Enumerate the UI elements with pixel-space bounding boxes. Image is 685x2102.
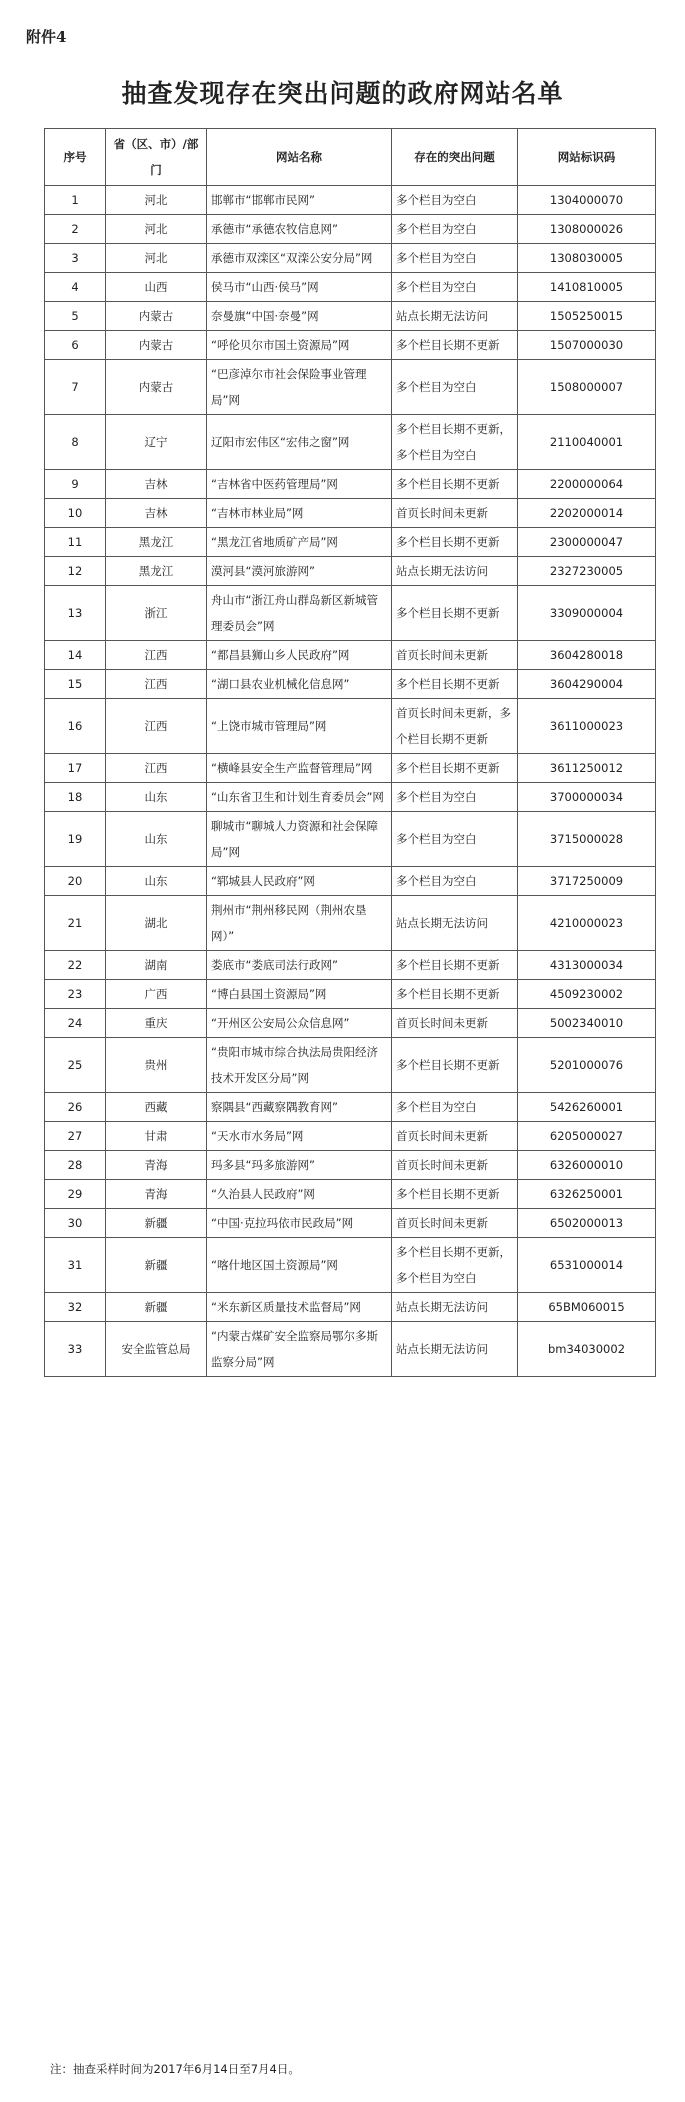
- cell-index: 13: [45, 586, 106, 641]
- cell-site-code: 2300000047: [518, 528, 656, 557]
- table-row: [45, 470, 656, 499]
- table-row: [45, 273, 656, 302]
- cell-index: 12: [45, 557, 106, 586]
- table-row: [45, 528, 656, 557]
- cell-province: 山东: [106, 812, 207, 867]
- cell-index: 29: [45, 1180, 106, 1209]
- cell-issue: 多个栏目为空白: [392, 273, 518, 302]
- cell-site-code: 5201000076: [518, 1038, 656, 1093]
- cell-site-code: 6326250001: [518, 1180, 656, 1209]
- cell-site-name: “湖口县农业机械化信息网”: [207, 670, 392, 699]
- cell-site-name: “天水市水务局”网: [207, 1122, 392, 1151]
- cell-site-code: 1505250015: [518, 302, 656, 331]
- cell-index: 3: [45, 244, 106, 273]
- cell-site-name: 邯郸市“邯郸市民网”: [207, 186, 392, 215]
- cell-site-code: 5002340010: [518, 1009, 656, 1038]
- cell-issue: 多个栏目长期不更新: [392, 951, 518, 980]
- cell-site-name: “郓城县人民政府”网: [207, 867, 392, 896]
- cell-issue: 多个栏目长期不更新: [392, 470, 518, 499]
- table-row: [45, 302, 656, 331]
- cell-province: 山西: [106, 273, 207, 302]
- cell-site-code: 3611000023: [518, 699, 656, 754]
- cell-issue: 多个栏目长期不更新: [392, 754, 518, 783]
- cell-issue: 多个栏目为空白: [392, 1093, 518, 1122]
- cell-province: 黑龙江: [106, 528, 207, 557]
- cell-site-code: 3700000034: [518, 783, 656, 812]
- cell-province: 黑龙江: [106, 557, 207, 586]
- table-header-row: [45, 129, 656, 186]
- cell-index: 16: [45, 699, 106, 754]
- cell-issue: 站点长期无法访问: [392, 1322, 518, 1377]
- cell-index: 24: [45, 1009, 106, 1038]
- cell-index: 22: [45, 951, 106, 980]
- cell-index: 14: [45, 641, 106, 670]
- cell-province: 青海: [106, 1151, 207, 1180]
- table-row: [45, 1293, 656, 1322]
- attachment-label: 附件4: [26, 28, 67, 46]
- cell-index: 2: [45, 215, 106, 244]
- cell-issue: 多个栏目长期不更新: [392, 1038, 518, 1093]
- cell-issue: 首页长时间未更新: [392, 1009, 518, 1038]
- cell-index: 7: [45, 360, 106, 415]
- cell-issue: 多个栏目长期不更新: [392, 980, 518, 1009]
- cell-site-code: 2327230005: [518, 557, 656, 586]
- cell-site-name: 玛多县“玛多旅游网”: [207, 1151, 392, 1180]
- cell-site-code: 5426260001: [518, 1093, 656, 1122]
- cell-site-name: “吉林市林业局”网: [207, 499, 392, 528]
- cell-index: 5: [45, 302, 106, 331]
- cell-site-code: 1308000026: [518, 215, 656, 244]
- cell-index: 20: [45, 867, 106, 896]
- cell-index: 18: [45, 783, 106, 812]
- cell-province: 河北: [106, 215, 207, 244]
- cell-site-name: “中国·克拉玛依市民政局”网: [207, 1209, 392, 1238]
- table-row: [45, 186, 656, 215]
- cell-province: 江西: [106, 641, 207, 670]
- cell-site-code: 4210000023: [518, 896, 656, 951]
- cell-site-code: 65BM060015: [518, 1293, 656, 1322]
- cell-issue: 首页长时间未更新: [392, 499, 518, 528]
- table-row: [45, 1180, 656, 1209]
- cell-site-name: 承德市双滦区“双滦公安分局”网: [207, 244, 392, 273]
- table-row: [45, 867, 656, 896]
- cell-site-code: 1304000070: [518, 186, 656, 215]
- table-row: [45, 670, 656, 699]
- table-row: [45, 783, 656, 812]
- cell-issue: 多个栏目长期不更新，多个栏目为空白: [392, 415, 518, 470]
- cell-province: 新疆: [106, 1209, 207, 1238]
- cell-province: 山东: [106, 867, 207, 896]
- cell-site-code: 6531000014: [518, 1238, 656, 1293]
- cell-province: 湖南: [106, 951, 207, 980]
- table-row: [45, 812, 656, 867]
- cell-site-code: 3604290004: [518, 670, 656, 699]
- cell-site-code: bm34030002: [518, 1322, 656, 1377]
- cell-site-name: 奈曼旗“中国·奈曼”网: [207, 302, 392, 331]
- cell-site-code: 3604280018: [518, 641, 656, 670]
- cell-issue: 多个栏目长期不更新: [392, 670, 518, 699]
- cell-issue: 首页长时间未更新: [392, 641, 518, 670]
- header-index: 序号: [45, 129, 106, 186]
- cell-site-name: “横峰县安全生产监督管理局”网: [207, 754, 392, 783]
- cell-site-name: 聊城市“聊城人力资源和社会保障局”网: [207, 812, 392, 867]
- cell-site-name: 舟山市“浙江舟山群岛新区新城管理委员会”网: [207, 586, 392, 641]
- cell-site-code: 1410810005: [518, 273, 656, 302]
- cell-index: 21: [45, 896, 106, 951]
- cell-province: 浙江: [106, 586, 207, 641]
- cell-issue: 多个栏目长期不更新: [392, 331, 518, 360]
- table-row: [45, 415, 656, 470]
- header-site-name: 网站名称: [207, 129, 392, 186]
- cell-issue: 多个栏目长期不更新: [392, 1180, 518, 1209]
- header-issue: 存在的突出问题: [392, 129, 518, 186]
- cell-site-code: 3717250009: [518, 867, 656, 896]
- table-row: [45, 1038, 656, 1093]
- cell-site-name: “都昌县狮山乡人民政府”网: [207, 641, 392, 670]
- cell-site-name: 荆州市“荆州移民网（荆州农垦网）”: [207, 896, 392, 951]
- table-row: [45, 951, 656, 980]
- cell-site-name: “喀什地区国土资源局”网: [207, 1238, 392, 1293]
- cell-site-name: “贵阳市城市综合执法局贵阳经济技术开发区分局”网: [207, 1038, 392, 1093]
- cell-site-code: 6502000013: [518, 1209, 656, 1238]
- table-row: [45, 896, 656, 951]
- cell-site-name: 察隅县“西藏察隅教育网”: [207, 1093, 392, 1122]
- cell-site-name: “久治县人民政府”网: [207, 1180, 392, 1209]
- cell-site-code: 1308030005: [518, 244, 656, 273]
- cell-province: 甘肃: [106, 1122, 207, 1151]
- cell-site-code: 2110040001: [518, 415, 656, 470]
- cell-province: 内蒙古: [106, 360, 207, 415]
- page-title: 抽查发现存在突出问题的政府网站名单: [121, 79, 564, 108]
- header-site-code: 网站标识码: [518, 129, 656, 186]
- cell-site-code: 3611250012: [518, 754, 656, 783]
- cell-index: 9: [45, 470, 106, 499]
- cell-site-code: 2200000064: [518, 470, 656, 499]
- cell-issue: 首页长时间未更新: [392, 1209, 518, 1238]
- table-row: [45, 1209, 656, 1238]
- cell-province: 贵州: [106, 1038, 207, 1093]
- table-row: [45, 1151, 656, 1180]
- cell-issue: 多个栏目长期不更新: [392, 528, 518, 557]
- cell-index: 26: [45, 1093, 106, 1122]
- cell-index: 10: [45, 499, 106, 528]
- cell-site-code: 6326000010: [518, 1151, 656, 1180]
- cell-site-name: “黑龙江省地质矿产局”网: [207, 528, 392, 557]
- cell-index: 6: [45, 331, 106, 360]
- cell-province: 西藏: [106, 1093, 207, 1122]
- table-row: [45, 699, 656, 754]
- table-row: [45, 331, 656, 360]
- table-row: [45, 586, 656, 641]
- table-row: [45, 1238, 656, 1293]
- table-row: [45, 1093, 656, 1122]
- cell-index: 23: [45, 980, 106, 1009]
- cell-site-name: “开州区公安局公众信息网”: [207, 1009, 392, 1038]
- cell-issue: 站点长期无法访问: [392, 302, 518, 331]
- cell-issue: 多个栏目为空白: [392, 244, 518, 273]
- cell-index: 17: [45, 754, 106, 783]
- cell-site-code: 1507000030: [518, 331, 656, 360]
- table-row: [45, 557, 656, 586]
- cell-index: 33: [45, 1322, 106, 1377]
- table-body: [45, 186, 656, 1377]
- cell-province: 吉林: [106, 499, 207, 528]
- cell-issue: 首页长时间未更新: [392, 1151, 518, 1180]
- cell-province: 内蒙古: [106, 331, 207, 360]
- cell-index: 4: [45, 273, 106, 302]
- cell-site-name: “巴彦淖尔市社会保险事业管理局”网: [207, 360, 392, 415]
- cell-index: 30: [45, 1209, 106, 1238]
- cell-province: 广西: [106, 980, 207, 1009]
- cell-issue: 站点长期无法访问: [392, 557, 518, 586]
- cell-issue: 多个栏目为空白: [392, 783, 518, 812]
- cell-province: 重庆: [106, 1009, 207, 1038]
- cell-province: 辽宁: [106, 415, 207, 470]
- table-row: [45, 360, 656, 415]
- table-row: [45, 980, 656, 1009]
- cell-issue: 多个栏目长期不更新: [392, 586, 518, 641]
- cell-issue: 站点长期无法访问: [392, 896, 518, 951]
- cell-site-name: “上饶市城市管理局”网: [207, 699, 392, 754]
- website-list-table: [44, 128, 656, 1377]
- cell-issue: 站点长期无法访问: [392, 1293, 518, 1322]
- cell-issue: 多个栏目为空白: [392, 812, 518, 867]
- cell-site-name: 娄底市“娄底司法行政网”: [207, 951, 392, 980]
- cell-index: 8: [45, 415, 106, 470]
- cell-issue: 多个栏目为空白: [392, 186, 518, 215]
- cell-issue: 多个栏目为空白: [392, 867, 518, 896]
- cell-site-name: “米东新区质量技术监督局”网: [207, 1293, 392, 1322]
- cell-province: 山东: [106, 783, 207, 812]
- table-row: [45, 1009, 656, 1038]
- cell-index: 19: [45, 812, 106, 867]
- cell-site-name: “山东省卫生和计划生育委员会”网: [207, 783, 392, 812]
- cell-province: 新疆: [106, 1293, 207, 1322]
- cell-site-name: “博白县国土资源局”网: [207, 980, 392, 1009]
- cell-site-code: 1508000007: [518, 360, 656, 415]
- cell-province: 新疆: [106, 1238, 207, 1293]
- cell-index: 31: [45, 1238, 106, 1293]
- cell-index: 25: [45, 1038, 106, 1093]
- cell-issue: 多个栏目为空白: [392, 360, 518, 415]
- cell-province: 安全监管总局: [106, 1322, 207, 1377]
- cell-province: 江西: [106, 699, 207, 754]
- cell-site-name: 辽阳市宏伟区“宏伟之窗”网: [207, 415, 392, 470]
- cell-site-name: “呼伦贝尔市国土资源局”网: [207, 331, 392, 360]
- cell-index: 11: [45, 528, 106, 557]
- cell-site-name: “内蒙古煤矿安全监察局鄂尔多斯监察分局”网: [207, 1322, 392, 1377]
- table-row: [45, 244, 656, 273]
- cell-province: 河北: [106, 186, 207, 215]
- table-row: [45, 1322, 656, 1377]
- table-row: [45, 754, 656, 783]
- cell-site-name: 侯马市“山西·侯马”网: [207, 273, 392, 302]
- cell-province: 河北: [106, 244, 207, 273]
- cell-index: 1: [45, 186, 106, 215]
- cell-site-name: 承德市“承德农牧信息网”: [207, 215, 392, 244]
- cell-site-code: 6205000027: [518, 1122, 656, 1151]
- table-row: [45, 499, 656, 528]
- cell-province: 江西: [106, 670, 207, 699]
- cell-issue: 首页长时间未更新，多个栏目长期不更新: [392, 699, 518, 754]
- cell-index: 15: [45, 670, 106, 699]
- table-row: [45, 641, 656, 670]
- cell-province: 湖北: [106, 896, 207, 951]
- table-row: [45, 1122, 656, 1151]
- cell-site-name: “吉林省中医药管理局”网: [207, 470, 392, 499]
- cell-issue: 首页长时间未更新: [392, 1122, 518, 1151]
- cell-issue: 多个栏目为空白: [392, 215, 518, 244]
- cell-province: 江西: [106, 754, 207, 783]
- cell-site-name: 漠河县“漠河旅游网”: [207, 557, 392, 586]
- cell-site-code: 3309000004: [518, 586, 656, 641]
- cell-site-code: 4509230002: [518, 980, 656, 1009]
- cell-index: 28: [45, 1151, 106, 1180]
- cell-province: 青海: [106, 1180, 207, 1209]
- cell-index: 32: [45, 1293, 106, 1322]
- header-province: 省（区、市）/部门: [106, 129, 207, 186]
- table-row: [45, 215, 656, 244]
- cell-province: 内蒙古: [106, 302, 207, 331]
- cell-index: 27: [45, 1122, 106, 1151]
- cell-province: 吉林: [106, 470, 207, 499]
- footnote: 注：抽查采样时间为2017年6月14日至7月4日。: [50, 2062, 300, 2076]
- cell-site-code: 2202000014: [518, 499, 656, 528]
- cell-site-code: 4313000034: [518, 951, 656, 980]
- cell-issue: 多个栏目长期不更新，多个栏目为空白: [392, 1238, 518, 1293]
- cell-site-code: 3715000028: [518, 812, 656, 867]
